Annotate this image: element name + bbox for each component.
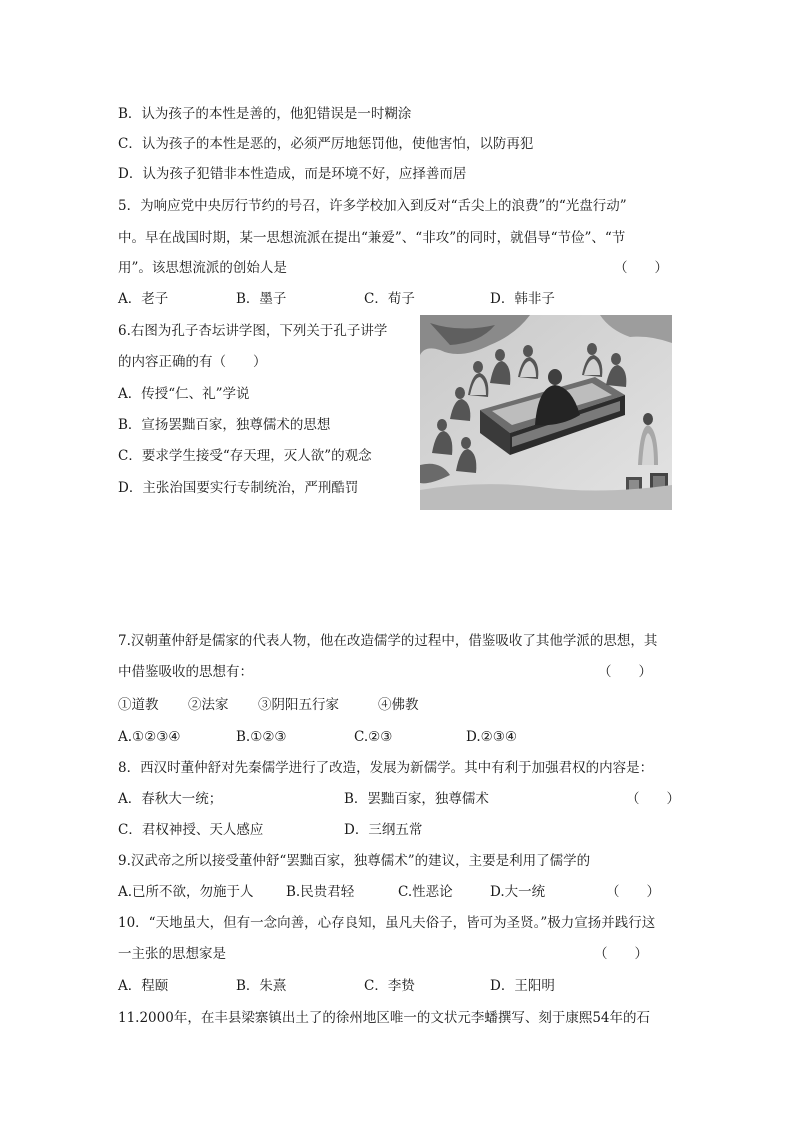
q8-answer-paren: （ ） xyxy=(626,791,680,807)
q5-option-b: B．墨子 xyxy=(236,291,287,307)
q8-option-d: D．三纲五常 xyxy=(344,822,423,838)
q7-option-c: C.②③ xyxy=(354,729,393,745)
q8-line-1: 8．西汉时董仲舒对先秦儒学进行了改造，发展为新儒学。其中有利于加强君权的内容是： xyxy=(118,760,654,776)
q6-option-a: A．传授“仁、礼”学说 xyxy=(118,386,250,402)
q5-option-c: C．荀子 xyxy=(364,291,415,307)
q5-option-d: D．韩非子 xyxy=(490,291,555,307)
q9-option-d: D.大一统 xyxy=(490,884,546,900)
q4-option-d: D．认为孩子犯错非本性造成，而是环境不好，应择善而居 xyxy=(118,166,467,182)
confucius-teaching-painting xyxy=(420,315,672,510)
q10-option-c: C．李贽 xyxy=(364,978,415,994)
q7-item-4: ④佛教 xyxy=(378,697,419,713)
q10-line-2: 一主张的思想家是 xyxy=(118,946,226,962)
q10-option-d: D．王阳明 xyxy=(490,978,555,994)
q8-option-a: A．春秋大一统； xyxy=(118,791,223,807)
q7-item-2: ②法家 xyxy=(188,697,229,713)
q11-line-1: 11.2000年，在丰县梁寨镇出土了的徐州地区唯一的文状元李蟠撰写、刻于康熙54年的石 xyxy=(118,1010,651,1026)
q4-option-c: C．认为孩子的本性是恶的，必须严厉地惩罚他，使他害怕，以防再犯 xyxy=(118,136,534,152)
q10-option-a: A．程颐 xyxy=(118,978,169,994)
q7-item-1: ①道教 xyxy=(118,697,159,713)
q9-line-1: 9.汉武帝之所以接受董仲舒“罢黜百家，独尊儒术”的建议，主要是利用了儒学的 xyxy=(118,853,591,869)
q7-option-d: D.②③④ xyxy=(466,729,517,745)
q5-line-1: 5．为响应党中央厉行节约的号召，许多学校加入到反对“舌尖上的浪费”的“光盘行动” xyxy=(118,198,627,214)
q7-line-1: 7.汉朝董仲舒是儒家的代表人物，他在改造儒学的过程中，借鉴吸收了其他学派的思想，其 xyxy=(118,633,658,649)
q6-line-2: 的内容正确的有（ ） xyxy=(118,354,267,370)
q4-option-b: B．认为孩子的本性是善的，他犯错误是一时糊涂 xyxy=(118,106,412,122)
q5-line-3: 用”。该思想流派的创始人是 xyxy=(118,260,287,276)
q9-answer-paren: （ ） xyxy=(606,884,660,900)
q5-answer-paren: （ ） xyxy=(614,260,668,276)
q5-line-2: 中。早在战国时期，某一思想流派在提出“兼爱”、“非攻”的同时，就倡导“节俭”、“节 xyxy=(118,230,626,246)
q6-line-1: 6.右图为孔子杏坛讲学图，下列关于孔子讲学 xyxy=(118,323,388,339)
q7-option-b: B.①②③ xyxy=(236,729,287,745)
q9-option-b: B.民贵君轻 xyxy=(286,884,355,900)
q6-option-c: C．要求学生接受“存天理，灭人欲”的观念 xyxy=(118,448,372,464)
q10-answer-paren: （ ） xyxy=(594,946,648,962)
q7-line-2: 中借鉴吸收的思想有： xyxy=(118,664,253,680)
q6-option-d: D．主张治国要实行专制统治，严刑酷罚 xyxy=(118,480,359,496)
q6-option-b: B．宣扬罢黜百家，独尊儒术的思想 xyxy=(118,417,331,433)
q5-option-a: A．老子 xyxy=(118,291,169,307)
q7-option-a: A.①②③④ xyxy=(118,729,181,745)
q7-answer-paren: （ ） xyxy=(598,664,652,680)
q10-option-b: B．朱熹 xyxy=(236,978,287,994)
q9-option-c: C.性恶论 xyxy=(398,884,453,900)
q8-option-b: B．罢黜百家，独尊儒术 xyxy=(344,791,489,807)
q8-option-c: C．君权神授、天人感应 xyxy=(118,822,264,838)
q10-line-1: 10．“天地虽大，但有一念向善，心存良知，虽凡夫俗子，皆可为圣贤。”极力宣扬并践行这 xyxy=(118,915,656,931)
q7-item-3: ③阴阳五行家 xyxy=(258,697,339,713)
q9-option-a: A.已所不欲，勿施于人 xyxy=(118,884,254,900)
